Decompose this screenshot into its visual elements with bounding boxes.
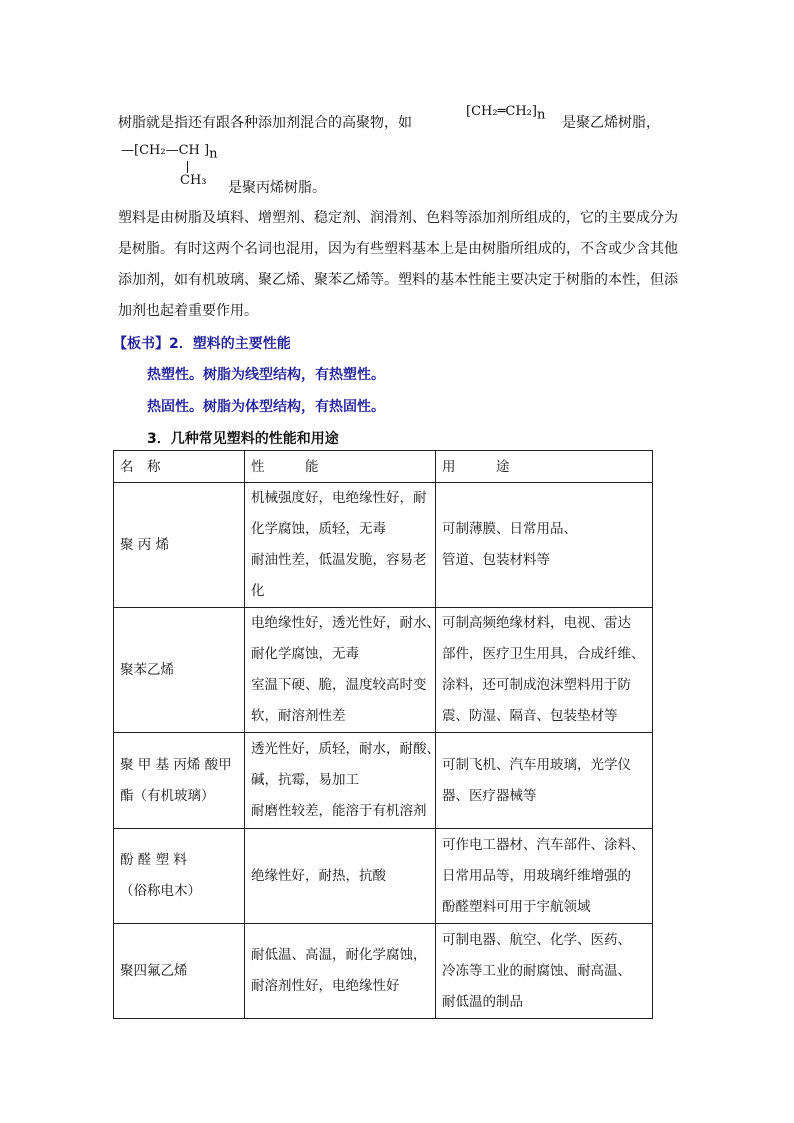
header-name: 名 称	[114, 451, 245, 483]
cell-text: 软，耐溶剂性差	[251, 708, 346, 724]
pe-subscript: n	[536, 107, 546, 123]
cell-text: 酯（有机玻璃）	[120, 787, 215, 804]
cell-text: 化学腐蚀，质轻，无毒	[251, 521, 386, 537]
cell-text: 透光性好，质轻，耐水，耐酸、	[251, 741, 440, 757]
cell-text: 耐低温的制品	[442, 993, 523, 1010]
cell-text: 日常用品等，用玻璃纤维增强的	[442, 867, 631, 884]
cell-text: 冷冻等工业的耐腐蚀、耐高温、	[442, 962, 631, 979]
pp-branch-bond	[187, 161, 188, 173]
cell-text: 可制薄膜、日常用品、	[442, 521, 577, 537]
row-name	[114, 924, 245, 1019]
cell-text: 聚 丙 烯	[120, 536, 170, 553]
paragraph-line-1: 塑料是由树脂及填料、增塑剂、稳定剂、润滑剂、色料等添加剂所组成的，它的主要成分为	[118, 210, 678, 226]
pp-branch-text: CH₃	[180, 173, 207, 188]
cell-text: 耐低温、高温，耐化学腐蚀，	[251, 947, 427, 963]
cell-text: 机械强度好，电绝缘性好，耐	[251, 490, 427, 506]
cell-text: 可制飞机、汽车用玻璃，光学仪	[442, 756, 631, 773]
paragraph-line-2: 是树脂。有时这两个名词也混用，因为有些塑料基本上是由树脂所组成的，不含或少含其他	[118, 241, 678, 257]
row-performance	[245, 829, 436, 924]
table-row	[114, 829, 653, 924]
row-use	[436, 829, 653, 924]
cell-text: 聚 甲 基 丙烯 酸甲	[120, 756, 232, 773]
cell-text: 耐油性差，低温发脆，容易老	[251, 552, 427, 568]
cell-text: 可制电器、航空、化学、医药、	[442, 931, 631, 948]
header-use: 用 途	[436, 451, 653, 483]
cell-text: 酚 醛 塑 料	[120, 852, 187, 868]
cell-text: 管道、包装材料等	[442, 552, 550, 568]
cell-text: 聚苯乙烯	[120, 661, 174, 678]
board-title: 2．塑料的主要性能	[169, 336, 291, 352]
board-item-thermoplastic: 热塑性。树脂为线型结构，有热塑性。	[147, 367, 385, 383]
cell-text: 碱，抗霉，易加工	[251, 772, 359, 788]
paragraph-line-3: 添加剂，如有机玻璃、聚乙烯、聚苯乙烯等。塑料的基本性能主要决定于树脂的本性，但添	[118, 272, 678, 288]
intro-line-1-tail	[562, 112, 660, 132]
paragraph-line-4: 加剂也起着重要作用。	[118, 303, 258, 319]
table-header-row	[114, 451, 653, 483]
cell-text: （俗称电木）	[120, 883, 201, 899]
cell-text: 可作电工器材、汽车部件、涂料、	[442, 836, 645, 853]
pp-tail-text: 是聚丙烯树脂。	[228, 180, 326, 196]
polyethylene-formula	[466, 104, 545, 123]
cell-text: 绝缘性好，耐热，抗酸	[251, 867, 386, 884]
row-use	[436, 924, 653, 1019]
board-label: 【板书】	[113, 336, 169, 352]
board-heading	[113, 333, 291, 353]
row-name	[114, 483, 245, 608]
intro-text: 树脂就是指还有跟各种添加剂混合的高聚物，如	[118, 115, 412, 131]
row-performance	[245, 924, 436, 1019]
row-performance	[245, 733, 440, 829]
cell-text: 室温下硬、脆，温度较高时变	[251, 677, 427, 693]
cell-text: 耐溶剂性好，电绝缘性好	[251, 978, 400, 994]
row-name	[114, 608, 245, 733]
intro-line-1	[118, 112, 412, 132]
pp-subscript: n	[209, 146, 218, 162]
row-name	[114, 829, 245, 924]
pe-formula-text: [CH₂═CH₂]	[466, 104, 537, 119]
table-row	[114, 483, 653, 608]
table-row	[114, 608, 653, 733]
table-row	[114, 924, 653, 1019]
header-performance: 性 能	[245, 451, 436, 483]
row-use	[436, 608, 653, 733]
row-name	[114, 733, 245, 829]
row-performance	[245, 483, 436, 608]
cell-text: 震、防湿、隔音、包装垫材等	[442, 708, 618, 724]
table-row	[114, 733, 653, 829]
pe-tail-text: 是聚乙烯树脂，	[562, 115, 660, 131]
plastics-table	[113, 450, 653, 1019]
row-performance	[245, 608, 440, 733]
board-item-thermoset: 热固性。树脂为体型结构，有热固性。	[147, 399, 385, 415]
row-use	[436, 733, 653, 829]
polypropylene-formula	[121, 143, 217, 162]
cell-text: 聚四氟乙烯	[120, 962, 188, 979]
pp-tail	[228, 177, 326, 197]
cell-text: 电绝缘性好，透光性好，耐水、	[251, 615, 440, 631]
cell-text: 化	[251, 583, 265, 599]
cell-text: 器、医疗器械等	[442, 787, 537, 804]
section-3-heading: 3．几种常见塑料的性能和用途	[147, 431, 339, 447]
cell-text: 耐磨性较差，能溶于有机溶剂	[251, 803, 427, 819]
pp-branch-group	[180, 173, 207, 188]
cell-text: 耐化学腐蚀，无毒	[251, 646, 359, 662]
cell-text: 涂料，还可制成泡沫塑料用于防	[442, 677, 631, 693]
cell-text: 部件，医疗卫生用具，合成纤维、	[442, 646, 645, 662]
row-use	[436, 483, 653, 608]
cell-text: 可制高频绝缘材料，电视、雷达	[442, 615, 631, 631]
pp-formula-main: —[CH₂—CH ]	[121, 143, 210, 158]
cell-text: 酚醛塑料可用于宇航领域	[442, 898, 591, 915]
